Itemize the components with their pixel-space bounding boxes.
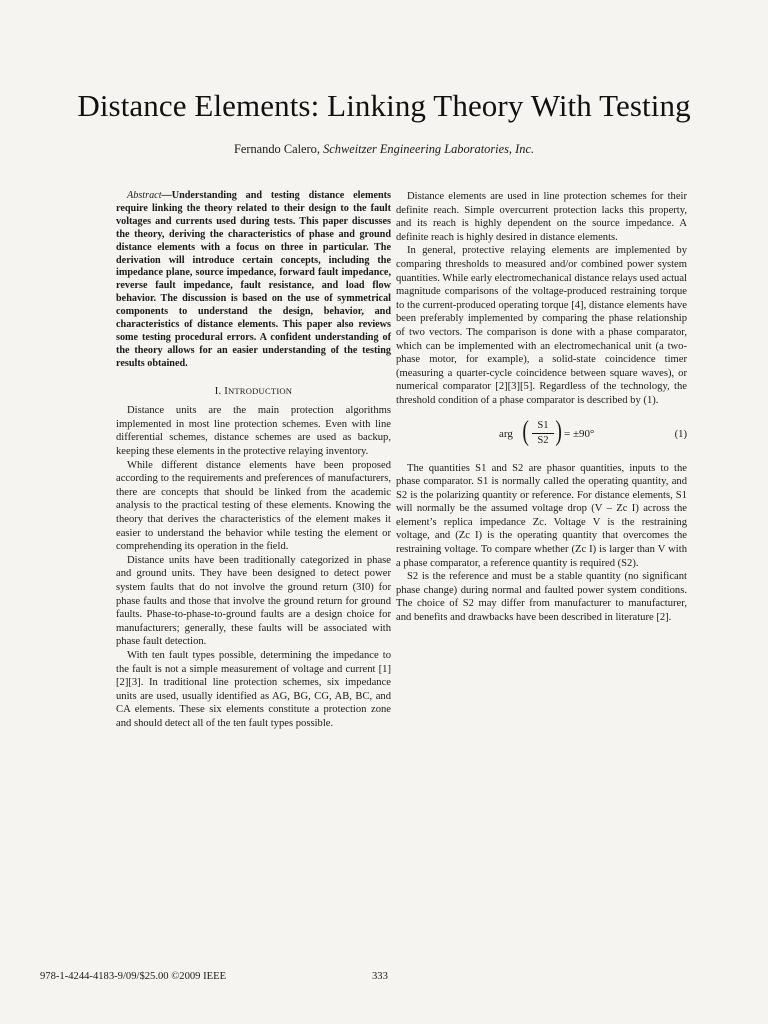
paragraph: S2 is the reference and must be a stable quantity (no significant phase change) during normal and faulted power system conditions. The choice of S2 may differ from manufacturer to manufacturer, and benefits and drawbacks have been described in literature [2]. (396, 571, 687, 624)
paragraph: With ten fault types possible, determining the impedance to the fault is not a simple measurement of voltage and current [1][2][3]. In traditional line protection schemes, six impedance units are used, usually identified as AG, BG, CG, AB, BC, and CA elements. These six elements constitute a protection zone and should detect all of the ten fault types possible. (116, 649, 391, 729)
abstract-label: Abstract (127, 190, 162, 201)
left-paren: ( (522, 415, 529, 447)
equation-fraction (532, 420, 554, 447)
equation-1 (396, 414, 687, 454)
abstract-text: —Understanding and testing distance elements require linking the theory related to their design to the fault voltages and currents used during tests. This paper discusses the theory, deriving the characteristics of phase and ground distance elements with a focus on three in particular. The derivation will introduce certain concepts, including the impedance plane, source impedance, forward fault impedance, reverse fault impedance, fault resistance, and load flow behavior. The discussion is based on the use of symmetrical components to understand the design, behavior, and characteristics of distance elements. This paper also reviews some testing procedural errors. A confident understanding of the theory allows for an easier understanding of the testing results obtained. (116, 190, 391, 369)
equation-number: (1) (674, 428, 687, 440)
section-heading-introduction (116, 385, 391, 399)
paragraph: The quantities S1 and S2 are phasor quantities, inputs to the phase comparator. S1 is normally called the operating quantity, and S2 is the polarizing quantity or reference. For distance elements, S1 will normally be the assumed voltage drop (V – Zc I) across the element’s replica impedance Zc. Voltage V is the restraining voltage, and (Zc I) is the operating quantity that overcomes the restraining voltage. To compare whether (Zc I) is larger than V with a phase comparator, a reference quantity is required (S2). (396, 462, 687, 569)
paper-title: Distance Elements: Linking Theory With Testing (77, 88, 691, 123)
section-initial: I (224, 385, 228, 397)
author-line (0, 142, 768, 157)
equation-rhs: = ±90° (564, 427, 595, 440)
page-number: 333 (372, 971, 388, 982)
left-column (116, 190, 391, 731)
fraction-bar (532, 433, 554, 434)
paragraph: In general, protective relaying elements are implemented by comparing thresholds to measured and/or combined power system quantities. While early electromechanical distance relays used actual magnitude comparisons of the voltage-produced restraining torque to the current-produced operating torque [4], distance elements have been preferably implemented by comparing the phase relationship of two vectors. The comparison is done with a phase comparator, which can be implemented with an electromechanical unit (a two-phase motor, for example), a solid-state coincidence timer (measuring a quarter-cycle coincidence between square waves), or numerical comparator [2][3][5]. Regardless of the technology, the threshold condition of a phase comparator is described by (1). (396, 245, 688, 406)
equation-denominator: S2 (537, 434, 549, 446)
abstract (116, 190, 391, 371)
paragraph: Distance units are the main protection algorithms implemented in most line protection schemes. Even with line differential schemes, distance schemes are used as backup, keeping these elements in the protective relaying inventory. (116, 405, 391, 458)
author-name: Fernando Calero, (233, 142, 320, 156)
author-affiliation: Schweitzer Engineering Laboratories, Inc. (323, 142, 535, 156)
equation-numerator: S1 (537, 419, 549, 431)
right-column (396, 190, 687, 625)
paragraph: Distance elements are used in line protection schemes for their definite reach. Simple overcurrent protection lacks this property, and its reach is highly dependent on the source impedance. A definite reach is highly desired in distance elements. (396, 191, 687, 243)
equation-function: arg (499, 427, 513, 440)
section-title-rest: NTRODUCTION (227, 385, 293, 396)
right-paren: ) (555, 415, 562, 447)
footer-copyright: 978-1-4244-4183-9/09/$25.00 ©2009 IEEE (40, 971, 227, 982)
paragraph: While different distance elements have been proposed according to the requirements and preferences of manufacturers, there are concepts that should be linked from the academic analysis to the practical testing of these elements. Knowing the theory that derives the characteristics of the element makes it easier to understand the behavior while testing the element or comprehending its operation in the field. (116, 459, 391, 553)
section-numeral: I. (214, 385, 222, 397)
paragraph: Distance units have been traditionally categorized in phase and ground units. They have been designed to detect power system faults that do not involve the ground return (3I0) for phase faults and those that involve the ground return for ground faults. Phase-to-phase-to-ground faults are a design choice for manufacturers; generally, these faults will be associated with phase fault detection. (116, 554, 391, 648)
